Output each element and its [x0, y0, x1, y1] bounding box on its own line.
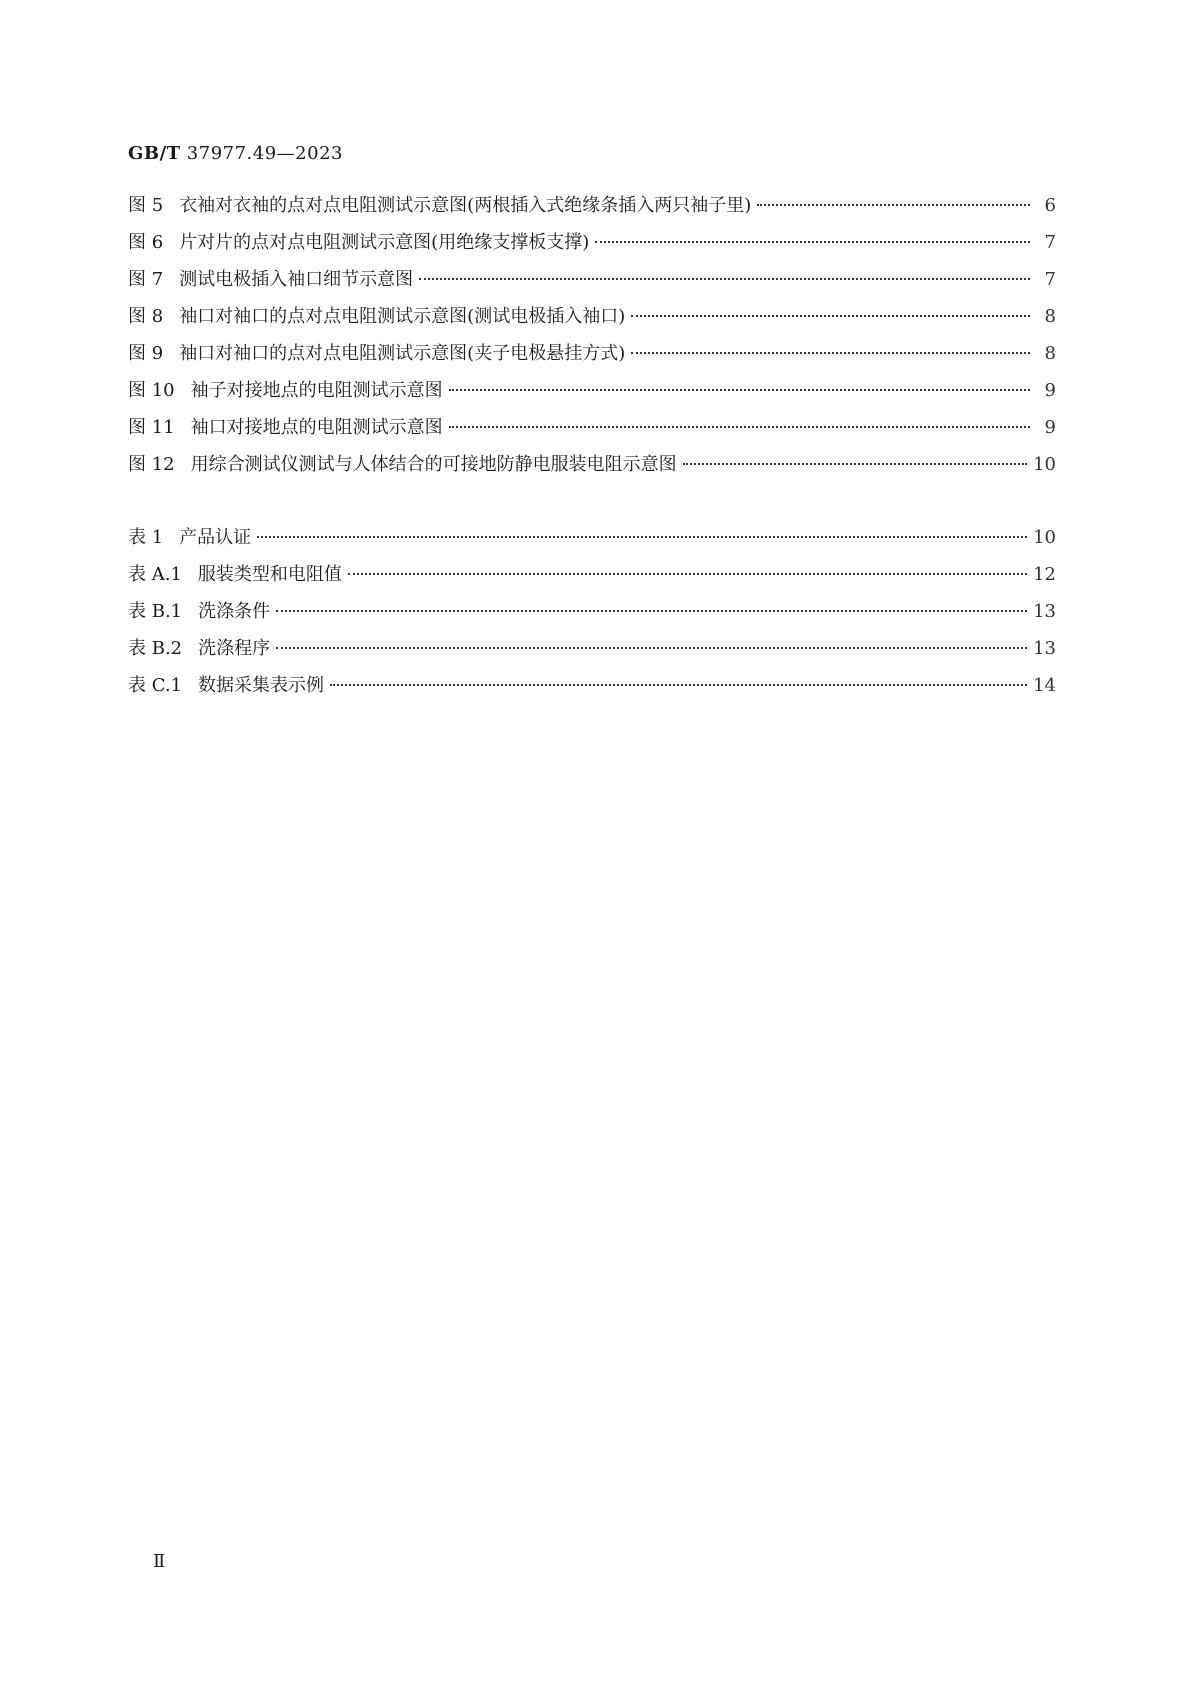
leader-dots: [595, 240, 1030, 243]
entry-label: 图 9 袖口对袖口的点对点电阻测试示意图(夹子电极悬挂方式): [128, 343, 626, 364]
leader-dots: [631, 314, 1030, 317]
leader-dots: [348, 572, 1027, 575]
page-number: 7: [1044, 232, 1056, 253]
document-header: [128, 143, 343, 164]
footer-page-number: Ⅱ: [153, 1551, 166, 1572]
page-number: 13: [1033, 638, 1056, 659]
entry-label: 图 6 片对片的点对点电阻测试示意图(用绝缘支撑板支撑): [128, 232, 590, 253]
entry-label: 图 11 袖口对接地点的电阻测试示意图: [128, 417, 443, 438]
leader-dots: [276, 646, 1027, 649]
page-number: 14: [1033, 675, 1056, 696]
page-number: 10: [1033, 527, 1056, 548]
standard-code: GB/T: [128, 143, 181, 164]
toc-entry-table-c1[interactable]: [128, 671, 1056, 708]
page-number: 12: [1033, 564, 1056, 585]
toc-entry-figure-12[interactable]: [128, 450, 1056, 487]
figure-list: [128, 191, 1056, 487]
leader-dots: [631, 351, 1030, 354]
page-number: 9: [1044, 417, 1056, 438]
leader-dots: [257, 535, 1027, 538]
page-number: 6: [1044, 195, 1056, 216]
entry-label: 表 A.1 服装类型和电阻值: [128, 564, 342, 585]
table-list: [128, 523, 1056, 708]
leader-dots: [449, 425, 1030, 428]
entry-label: 表 B.2 洗涤程序: [128, 638, 271, 659]
entry-label: 图 8 袖口对袖口的点对点电阻测试示意图(测试电极插入袖口): [128, 306, 626, 327]
page-number: 10: [1033, 454, 1056, 475]
entry-label: 图 7 测试电极插入袖口细节示意图: [128, 269, 414, 290]
toc-entry-figure-7[interactable]: [128, 265, 1056, 302]
toc-entry-figure-6[interactable]: [128, 228, 1056, 265]
leader-dots: [330, 683, 1027, 686]
page-number: 8: [1044, 343, 1056, 364]
toc-entry-figure-9[interactable]: [128, 339, 1056, 376]
leader-dots: [419, 277, 1030, 280]
entry-label: 图 12 用综合测试仪测试与人体结合的可接地防静电服装电阻示意图: [128, 454, 677, 475]
leader-dots: [449, 388, 1030, 391]
entry-label: 表 B.1 洗涤条件: [128, 601, 271, 622]
table-of-contents: [128, 191, 1056, 708]
entry-label: 图 10 袖子对接地点的电阻测试示意图: [128, 380, 443, 401]
page-number: 9: [1044, 380, 1056, 401]
entry-label: 图 5 衣袖对衣袖的点对点电阻测试示意图(两根插入式绝缘条插入两只袖子里): [128, 195, 752, 216]
toc-entry-figure-5[interactable]: [128, 191, 1056, 228]
section-gap: [128, 487, 1056, 523]
entry-label: 表 1 产品认证: [128, 527, 252, 548]
leader-dots: [757, 203, 1030, 206]
standard-number: 37977.49—2023: [186, 143, 343, 164]
leader-dots: [683, 462, 1027, 465]
leader-dots: [276, 609, 1027, 612]
page-number: 13: [1033, 601, 1056, 622]
toc-entry-figure-11[interactable]: [128, 413, 1056, 450]
toc-entry-table-b1[interactable]: [128, 597, 1056, 634]
toc-entry-figure-8[interactable]: [128, 302, 1056, 339]
page-number: 8: [1044, 306, 1056, 327]
toc-entry-table-b2[interactable]: [128, 634, 1056, 671]
entry-label: 表 C.1 数据采集表示例: [128, 675, 325, 696]
page-number: 7: [1044, 269, 1056, 290]
toc-entry-table-a1[interactable]: [128, 560, 1056, 597]
toc-entry-figure-10[interactable]: [128, 376, 1056, 413]
toc-entry-table-1[interactable]: [128, 523, 1056, 560]
